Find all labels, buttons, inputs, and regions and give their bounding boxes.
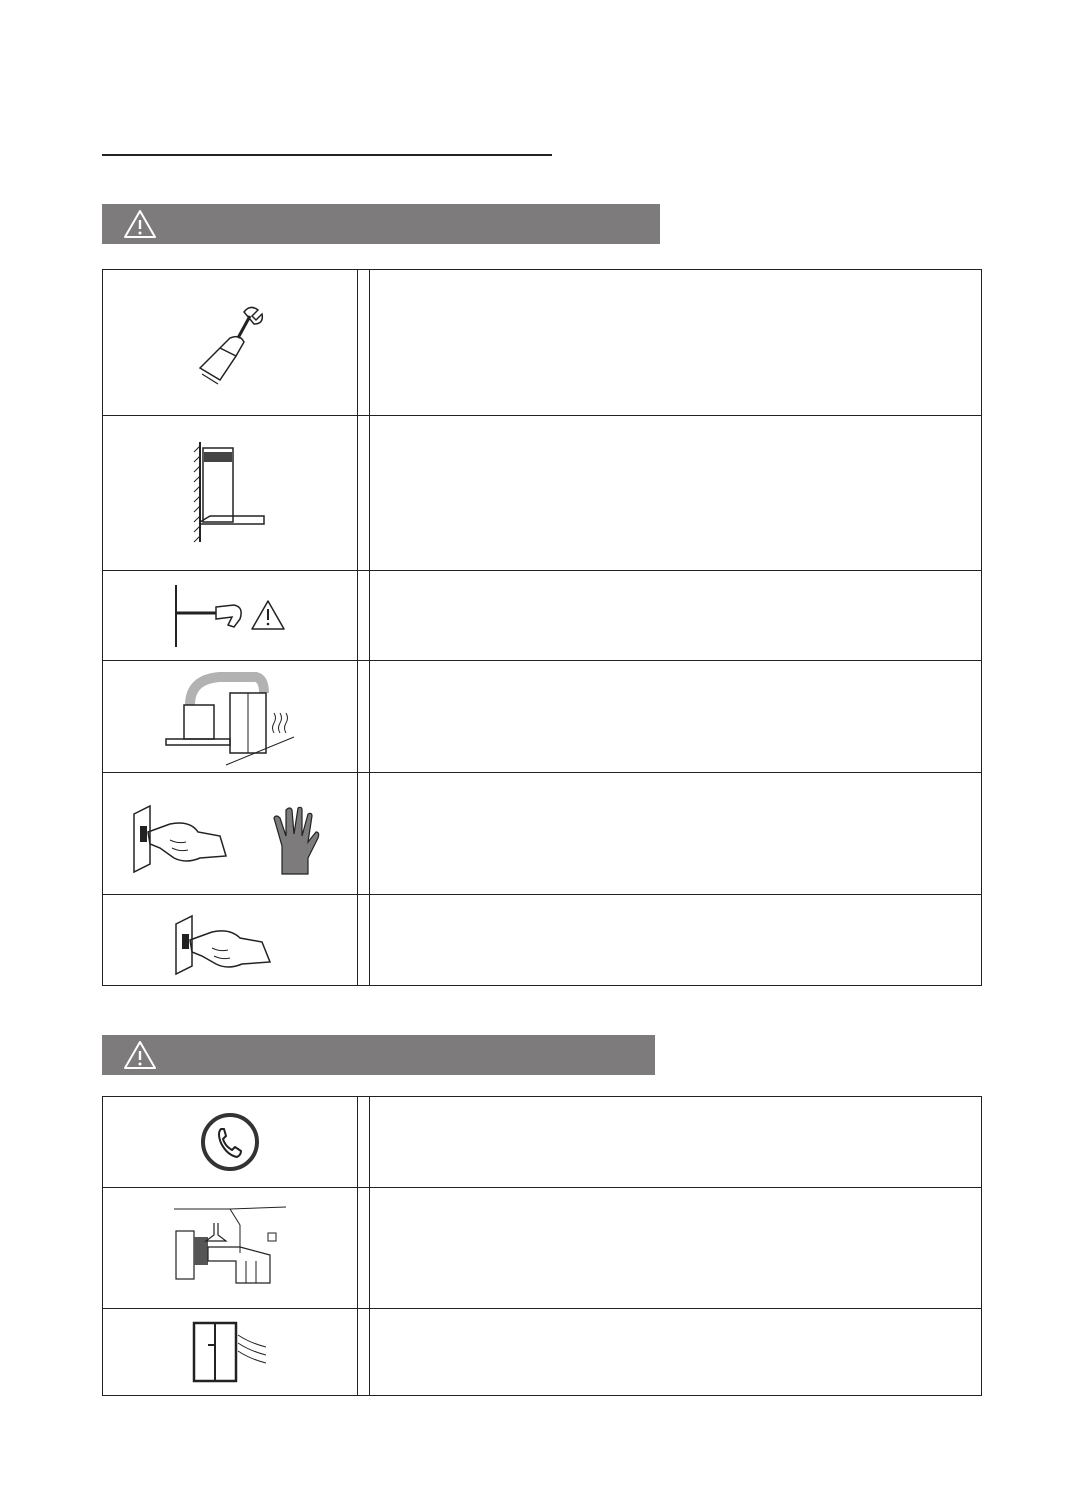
row-text bbox=[371, 1097, 981, 1187]
table-row bbox=[103, 571, 981, 661]
row-text bbox=[371, 270, 981, 415]
table-row bbox=[103, 661, 981, 773]
table-row bbox=[103, 773, 981, 895]
row-text bbox=[371, 895, 981, 985]
warning-triangle-icon bbox=[122, 1039, 158, 1071]
row-text bbox=[371, 416, 981, 570]
duct-hood-heat-icon bbox=[160, 665, 300, 769]
open-window-ventilation-icon bbox=[190, 1319, 270, 1385]
row-gap bbox=[358, 416, 370, 570]
row-icon-cell bbox=[103, 895, 358, 985]
row-gap bbox=[358, 1188, 370, 1308]
caution-table bbox=[102, 1096, 982, 1396]
row-text bbox=[371, 661, 981, 772]
row-gap bbox=[358, 895, 370, 985]
row-icon-cell bbox=[103, 773, 358, 894]
warning-triangle-icon bbox=[122, 208, 158, 240]
row-gap bbox=[358, 270, 370, 415]
row-icon-cell bbox=[103, 270, 358, 415]
drill-wall-warning-icon bbox=[170, 581, 290, 651]
row-text bbox=[371, 571, 981, 660]
page-title-rule bbox=[102, 154, 552, 156]
row-icon-cell bbox=[103, 661, 358, 772]
row-icon-cell bbox=[103, 571, 358, 660]
kitchen-room-icon bbox=[170, 1203, 290, 1293]
wrench-hand-icon bbox=[190, 298, 270, 388]
row-text bbox=[371, 1188, 981, 1308]
switch-off-and-gloves-icon bbox=[130, 784, 330, 884]
phone-service-icon bbox=[199, 1111, 261, 1173]
caution-banner bbox=[102, 1035, 655, 1075]
row-text bbox=[371, 1309, 981, 1395]
row-gap bbox=[358, 661, 370, 772]
wall-mounted-hood-icon bbox=[190, 438, 270, 548]
row-icon-cell bbox=[103, 1188, 358, 1308]
row-gap bbox=[358, 773, 370, 894]
row-gap bbox=[358, 1097, 370, 1187]
table-row bbox=[103, 416, 981, 571]
table-row bbox=[103, 270, 981, 416]
row-icon-cell bbox=[103, 1309, 358, 1395]
row-icon-cell bbox=[103, 416, 358, 570]
warning-table bbox=[102, 269, 982, 986]
table-row bbox=[103, 895, 981, 985]
table-row bbox=[103, 1309, 981, 1395]
row-text bbox=[371, 773, 981, 894]
row-gap bbox=[358, 1309, 370, 1395]
table-row bbox=[103, 1188, 981, 1309]
table-row bbox=[103, 1097, 981, 1188]
row-icon-cell bbox=[103, 1097, 358, 1187]
switch-off-hand-icon bbox=[170, 902, 290, 978]
warning-banner bbox=[102, 204, 660, 244]
row-gap bbox=[358, 571, 370, 660]
